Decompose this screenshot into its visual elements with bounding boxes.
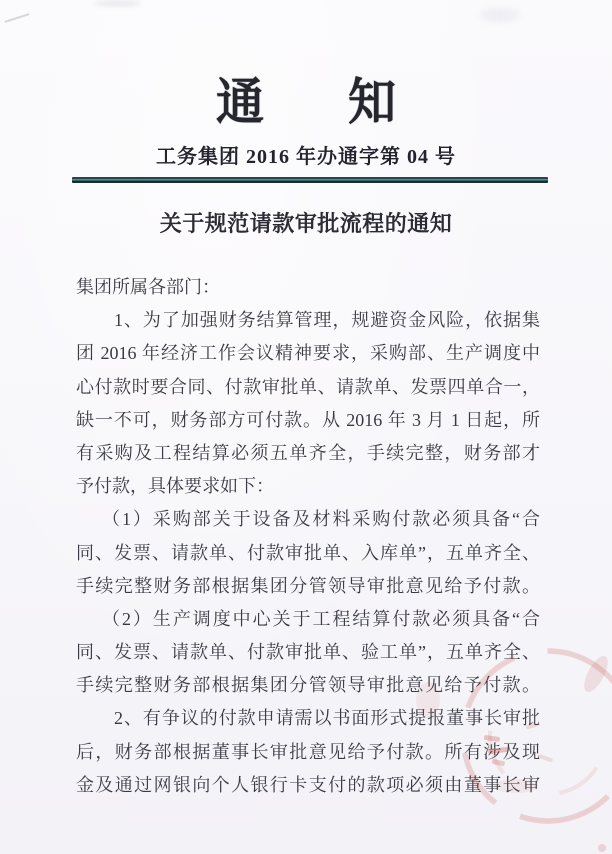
body-line: 同、发票、请款单、付款审批单、入库单”，五单齐全、 — [76, 542, 540, 563]
document-number: 工务集团 2016 年办通字第 04 号 — [156, 146, 456, 168]
scan-artifact — [480, 8, 520, 22]
body-line: 金及通过网银向个人银行卡支付的款项必须由董事长审 — [76, 774, 540, 795]
body-line: 予付款，具体要求如下： — [76, 476, 274, 497]
body-line: 缺一不可，财务部方可付款。从 2016 年 3 月 1 日起，所 — [76, 409, 540, 430]
body-line: 心付款时要合同、付款审批单、请款单、发票四单合一， — [76, 376, 540, 397]
body-line: （1）采购部关于设备及材料采购付款必须具备“合 — [102, 509, 540, 530]
notice-title-char-1: 通 — [215, 74, 264, 130]
seal-smudge — [580, 653, 612, 696]
body-line: 团 2016 年经济工作会议精神要求，采购部、生产调度中 — [76, 343, 540, 364]
body-text — [76, 271, 540, 802]
body-line: （2）生产调度中心关于工程结算付款必须具备“合 — [102, 608, 540, 629]
body-line: 同、发票、请款单、付款审批单、验工单”，五单齐全、 — [76, 642, 540, 663]
body-line: 集团所属各部门： — [76, 277, 220, 297]
seal-smudge — [598, 844, 606, 852]
notice-title-char-2: 知 — [348, 74, 397, 130]
scan-artifact — [4, 13, 29, 23]
subject-title: 关于规范请款审批流程的通知 — [159, 211, 453, 236]
body-line: 1、为了加强财务结算管理，规避资金风险，依据集 — [114, 310, 540, 331]
header-divider-rule — [72, 177, 548, 183]
body-line: 后，财务部根据董事长审批意见给予付款。所有涉及现 — [76, 741, 540, 762]
scan-artifact — [95, 0, 141, 7]
body-line: 手续完整财务部根据集团分管领导审批意见给予付款。 — [76, 575, 540, 596]
body-line: 2、有争议的付款申请需以书面形式提报董事长审批 — [114, 708, 540, 729]
body-line: 手续完整财务部根据集团分管领导审批意见给予付款。 — [76, 675, 540, 696]
body-line: 有采购及工程结算必须五单齐全，手续完整，财务部才 — [76, 442, 540, 463]
notice-title — [0, 63, 612, 132]
